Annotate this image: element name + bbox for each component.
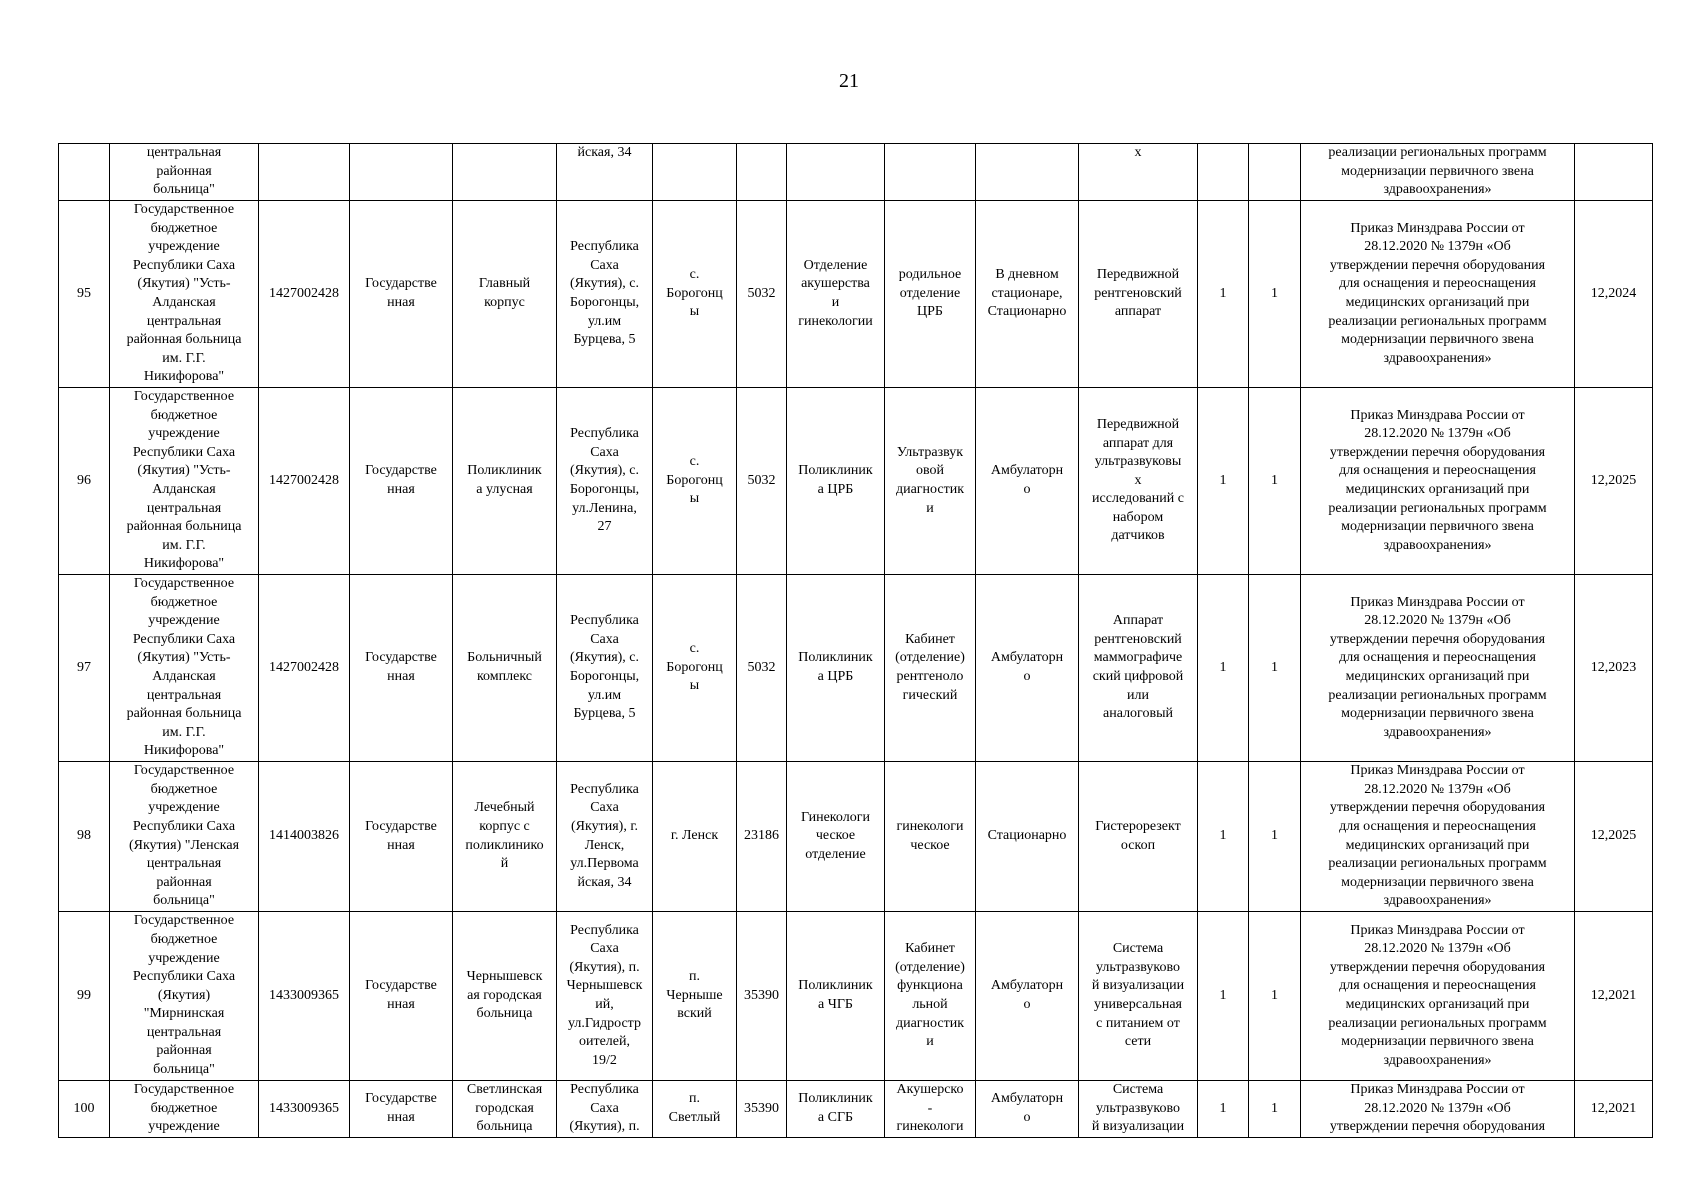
cell-basis: Приказ Минздрава России от 28.12.2020 № 1379н «Об утверждении перечня оборудования для оснащения и переоснащения медицинских организаций при реализации региональных программ модернизации первичного звена здравоохранения» xyxy=(1301,388,1575,575)
cell-locality: с. Борогонц ы xyxy=(653,388,737,575)
cell-population: 5032 xyxy=(737,201,787,388)
cell-organization: центральная районная больница" xyxy=(110,144,259,201)
cell-basis: Приказ Минздрава России от 28.12.2020 № 1379н «Об утверждении перечня оборудования xyxy=(1301,1081,1575,1138)
cell-locality: п. Черныше вский xyxy=(653,912,737,1081)
cell-locality: с. Борогонц ы xyxy=(653,575,737,762)
cell-organization: Государственное бюджетное учреждение Республики Саха (Якутия) "Усть- Алданская центральная районная больница им. Г.Г. Никифорова" xyxy=(110,575,259,762)
cell-unit: Кабинет (отделение) рентгеноло гический xyxy=(885,575,976,762)
cell-care-form: Стационарно xyxy=(976,762,1079,912)
cell-address: Республика Саха (Якутия), п. xyxy=(557,1081,653,1138)
cell-basis: Приказ Минздрава России от 28.12.2020 № 1379н «Об утверждении перечня оборудования для оснащения и переоснащения медицинских организаций при реализации региональных программ модернизации первичного звена здравоохранения» xyxy=(1301,575,1575,762)
cell-organization: Государственное бюджетное учреждение xyxy=(110,1081,259,1138)
cell-unit: родильное отделение ЦРБ xyxy=(885,201,976,388)
table-row xyxy=(59,575,1653,762)
cell-organization: Государственное бюджетное учреждение Республики Саха (Якутия) "Усть- Алданская центральная районная больница им. Г.Г. Никифорова" xyxy=(110,388,259,575)
cell-qty-a: 1 xyxy=(1198,912,1249,1081)
cell-population xyxy=(737,144,787,201)
cell-address: Республика Саха (Якутия), г. Ленск, ул.Первома йская, 34 xyxy=(557,762,653,912)
cell-address: Республика Саха (Якутия), п. Чернышевск ий, ул.Гидростр оителей, 19/2 xyxy=(557,912,653,1081)
cell-department: Поликлиник а ЧГБ xyxy=(787,912,885,1081)
cell-date: 12,2021 xyxy=(1575,1081,1653,1138)
cell-equipment: Гистерорезект оскоп xyxy=(1079,762,1198,912)
cell-num: 97 xyxy=(59,575,110,762)
cell-organization: Государственное бюджетное учреждение Республики Саха (Якутия) "Усть- Алданская центральная районная больница им. Г.Г. Никифорова" xyxy=(110,201,259,388)
cell-qty-b: 1 xyxy=(1249,388,1301,575)
cell-inn xyxy=(259,144,350,201)
cell-equipment: Аппарат рентгеновский маммографиче ский цифровой или аналоговый xyxy=(1079,575,1198,762)
table-row xyxy=(59,388,1653,575)
cell-building: Поликлиник а улусная xyxy=(453,388,557,575)
cell-ownership: Государстве нная xyxy=(350,575,453,762)
cell-building: Лечебный корпус с поликлинико й xyxy=(453,762,557,912)
cell-department xyxy=(787,144,885,201)
cell-basis: Приказ Минздрава России от 28.12.2020 № 1379н «Об утверждении перечня оборудования для оснащения и переоснащения медицинских организаций при реализации региональных программ модернизации первичного звена здравоохранения» xyxy=(1301,762,1575,912)
cell-ownership: Государстве нная xyxy=(350,912,453,1081)
cell-locality: г. Ленск xyxy=(653,762,737,912)
cell-num: 95 xyxy=(59,201,110,388)
cell-building: Чернышевск ая городская больница xyxy=(453,912,557,1081)
cell-date xyxy=(1575,144,1653,201)
cell-inn: 1427002428 xyxy=(259,201,350,388)
cell-equipment: Система ультразвуково й визуализации универсальная с питанием от сети xyxy=(1079,912,1198,1081)
cell-ownership: Государстве нная xyxy=(350,201,453,388)
cell-date: 12,2023 xyxy=(1575,575,1653,762)
cell-qty-a: 1 xyxy=(1198,201,1249,388)
cell-basis: Приказ Минздрава России от 28.12.2020 № 1379н «Об утверждении перечня оборудования для оснащения и переоснащения медицинских организаций при реализации региональных программ модернизации первичного звена здравоохранения» xyxy=(1301,201,1575,388)
cell-qty-a: 1 xyxy=(1198,575,1249,762)
cell-locality xyxy=(653,144,737,201)
table-row xyxy=(59,912,1653,1081)
cell-address: Республика Саха (Якутия), с. Борогонцы, ул.им Бурцева, 5 xyxy=(557,201,653,388)
cell-equipment: Система ультразвуково й визуализации xyxy=(1079,1081,1198,1138)
cell-care-form: Амбулаторн о xyxy=(976,388,1079,575)
cell-ownership: Государстве нная xyxy=(350,1081,453,1138)
cell-address: Республика Саха (Якутия), с. Борогонцы, ул.Ленина, 27 xyxy=(557,388,653,575)
cell-population: 35390 xyxy=(737,1081,787,1138)
cell-num: 99 xyxy=(59,912,110,1081)
cell-building: Больничный комплекс xyxy=(453,575,557,762)
cell-num: 96 xyxy=(59,388,110,575)
cell-qty-b: 1 xyxy=(1249,575,1301,762)
table-row xyxy=(59,762,1653,912)
cell-unit: Акушерско - гинекологи xyxy=(885,1081,976,1138)
cell-basis: Приказ Минздрава России от 28.12.2020 № 1379н «Об утверждении перечня оборудования для оснащения и переоснащения медицинских организаций при реализации региональных программ модернизации первичного звена здравоохранения» xyxy=(1301,912,1575,1081)
cell-building: Главный корпус xyxy=(453,201,557,388)
cell-qty-b: 1 xyxy=(1249,912,1301,1081)
cell-department: Поликлиник а ЦРБ xyxy=(787,575,885,762)
cell-qty-a: 1 xyxy=(1198,1081,1249,1138)
cell-equipment: Передвижной рентгеновский аппарат xyxy=(1079,201,1198,388)
table-row xyxy=(59,1081,1653,1138)
cell-locality: п. Светлый xyxy=(653,1081,737,1138)
cell-qty-b: 1 xyxy=(1249,1081,1301,1138)
cell-address: Республика Саха (Якутия), с. Борогонцы, ул.им Бурцева, 5 xyxy=(557,575,653,762)
cell-num xyxy=(59,144,110,201)
cell-organization: Государственное бюджетное учреждение Республики Саха (Якутия) "Ленская центральная районная больница" xyxy=(110,762,259,912)
cell-unit: Кабинет (отделение) функциона льной диагностик и xyxy=(885,912,976,1081)
cell-ownership xyxy=(350,144,453,201)
table-row xyxy=(59,201,1653,388)
cell-num: 98 xyxy=(59,762,110,912)
cell-inn: 1427002428 xyxy=(259,388,350,575)
cell-unit xyxy=(885,144,976,201)
cell-locality: с. Борогонц ы xyxy=(653,201,737,388)
page-number: 21 xyxy=(839,70,859,92)
cell-equipment: Передвижной аппарат для ультразвуковы х исследований с набором датчиков xyxy=(1079,388,1198,575)
cell-care-form: Амбулаторн о xyxy=(976,1081,1079,1138)
cell-inn: 1427002428 xyxy=(259,575,350,762)
cell-date: 12,2025 xyxy=(1575,762,1653,912)
cell-department: Поликлиник а ЦРБ xyxy=(787,388,885,575)
cell-care-form: В дневном стационаре, Стационарно xyxy=(976,201,1079,388)
cell-organization: Государственное бюджетное учреждение Республики Саха (Якутия) "Мирнинская центральная районная больница" xyxy=(110,912,259,1081)
cell-care-form: Амбулаторн о xyxy=(976,912,1079,1081)
cell-date: 12,2021 xyxy=(1575,912,1653,1081)
cell-care-form: Амбулаторн о xyxy=(976,575,1079,762)
cell-num: 100 xyxy=(59,1081,110,1138)
cell-department: Отделение акушерства и гинекологии xyxy=(787,201,885,388)
cell-ownership: Государстве нная xyxy=(350,388,453,575)
cell-date: 12,2024 xyxy=(1575,201,1653,388)
cell-inn: 1433009365 xyxy=(259,1081,350,1138)
cell-qty-b: 1 xyxy=(1249,762,1301,912)
cell-population: 5032 xyxy=(737,575,787,762)
cell-qty-a: 1 xyxy=(1198,762,1249,912)
cell-population: 35390 xyxy=(737,912,787,1081)
cell-basis: реализации региональных программ модернизации первичного звена здравоохранения» xyxy=(1301,144,1575,201)
cell-building xyxy=(453,144,557,201)
table-row-continuation xyxy=(59,144,1653,201)
cell-population: 5032 xyxy=(737,388,787,575)
cell-date: 12,2025 xyxy=(1575,388,1653,575)
cell-equipment: х xyxy=(1079,144,1198,201)
cell-unit: гинекологи ческое xyxy=(885,762,976,912)
cell-qty-b xyxy=(1249,144,1301,201)
cell-qty-a: 1 xyxy=(1198,388,1249,575)
cell-department: Гинекологи ческое отделение xyxy=(787,762,885,912)
cell-qty-a xyxy=(1198,144,1249,201)
cell-address: йская, 34 xyxy=(557,144,653,201)
cell-inn: 1414003826 xyxy=(259,762,350,912)
cell-inn: 1433009365 xyxy=(259,912,350,1081)
cell-care-form xyxy=(976,144,1079,201)
cell-population: 23186 xyxy=(737,762,787,912)
cell-building: Светлинская городская больница xyxy=(453,1081,557,1138)
cell-qty-b: 1 xyxy=(1249,201,1301,388)
cell-unit: Ультразвук овой диагностик и xyxy=(885,388,976,575)
equipment-registry-table xyxy=(58,143,1653,1138)
cell-department: Поликлиник а СГБ xyxy=(787,1081,885,1138)
cell-ownership: Государстве нная xyxy=(350,762,453,912)
